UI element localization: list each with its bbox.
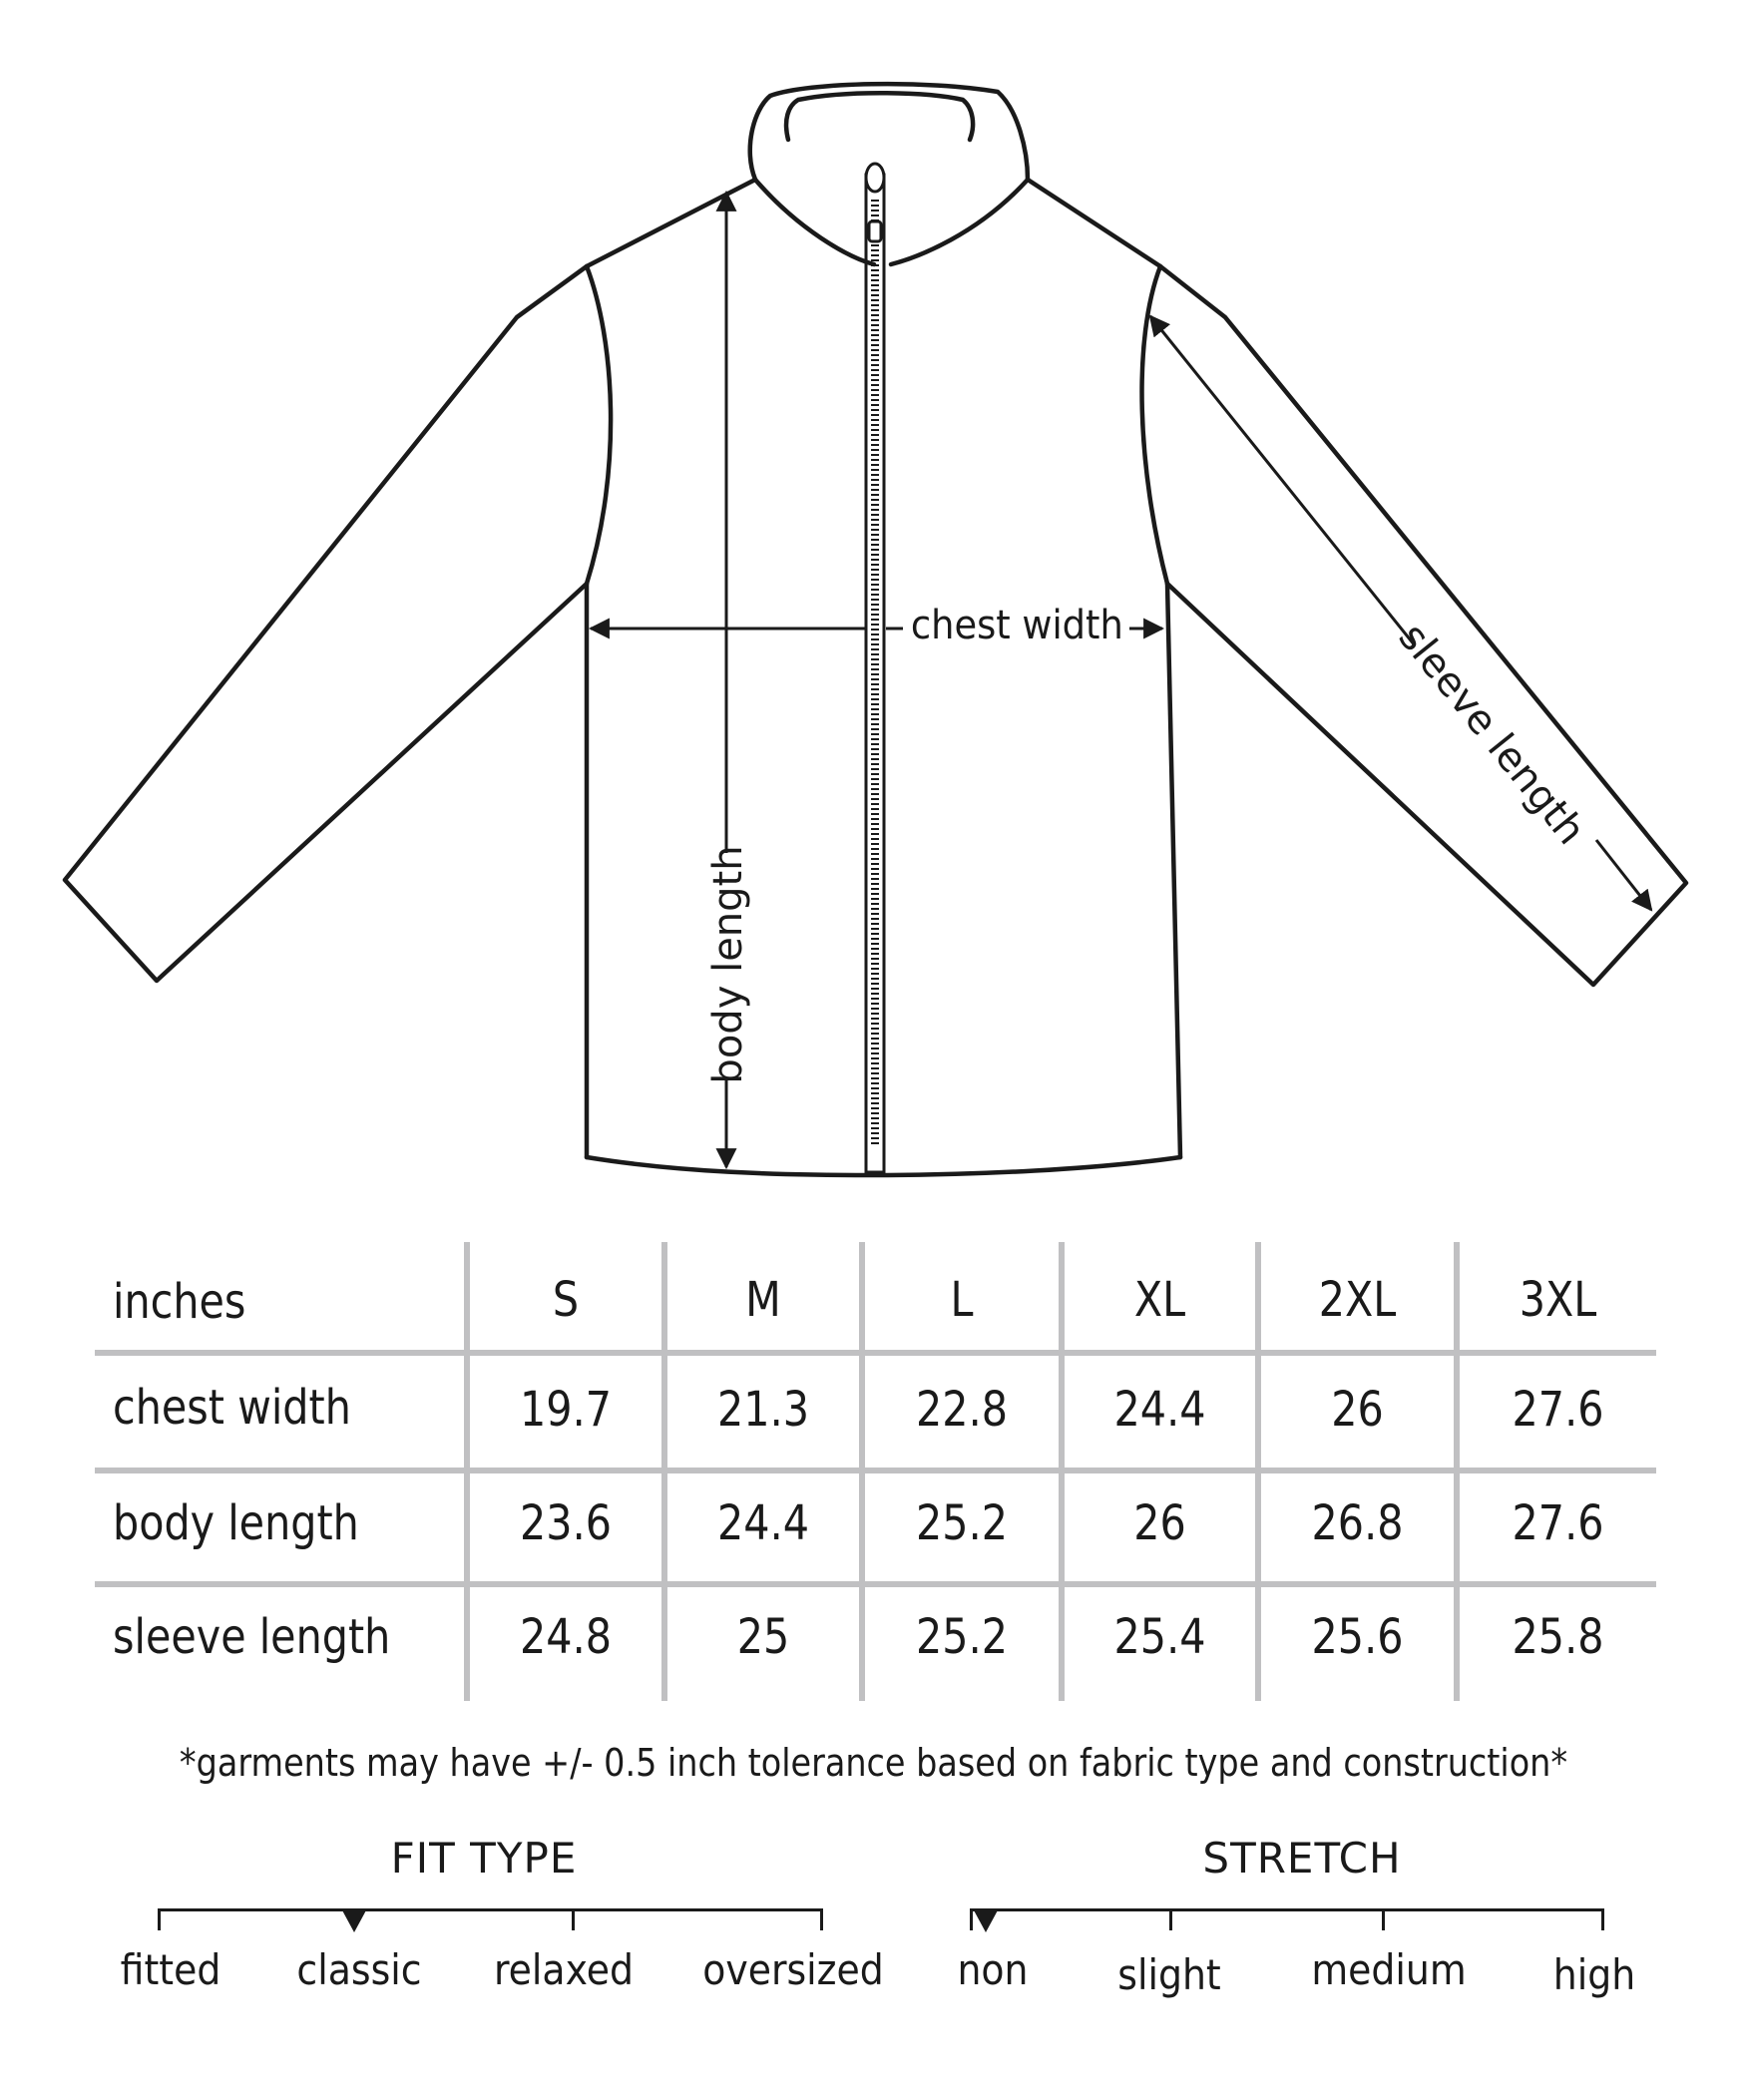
fit-type-title: FIT TYPE (390, 1834, 578, 1883)
collar-inner (786, 93, 973, 140)
collar-base (755, 180, 874, 264)
body-length-label: body length (705, 845, 751, 1084)
row-label: sleeve length (113, 1609, 391, 1665)
column-divider (464, 1242, 470, 1701)
sleeve-arrow-top (1150, 316, 1415, 645)
stretch-option: non (957, 1945, 1029, 1994)
stretch-scale-line (970, 1908, 1604, 1911)
table-cell: 23.6 (520, 1495, 612, 1551)
size-header: M (745, 1272, 781, 1328)
fit-type-tick (572, 1908, 575, 1930)
table-cell: 25.6 (1311, 1609, 1404, 1665)
fit-type-option: relaxed (493, 1945, 635, 1994)
table-cell: 25.4 (1113, 1609, 1206, 1665)
right-shoulder (1028, 180, 1160, 266)
table-cell: 24.8 (520, 1609, 612, 1665)
fit-type-tick (820, 1908, 823, 1930)
table-cell: 19.7 (520, 1382, 612, 1438)
left-sleeve (65, 266, 587, 981)
column-divider (1454, 1242, 1460, 1701)
table-divider (95, 1350, 1656, 1356)
table-cell: 22.8 (916, 1382, 1008, 1438)
stretch-tick (1169, 1908, 1172, 1930)
table-divider (95, 1581, 1656, 1587)
left-armhole (587, 266, 611, 584)
unit-header: inches (113, 1274, 246, 1330)
left-shoulder (587, 180, 755, 266)
fit-type-option: fitted (120, 1945, 221, 1994)
table-cell: 26.8 (1311, 1495, 1404, 1551)
size-table (95, 1242, 1656, 1701)
right-armhole (1142, 266, 1167, 584)
sleeve-length-label: sleeve length (1389, 615, 1594, 854)
table-cell: 27.6 (1512, 1495, 1604, 1551)
fit-type-option: classic (296, 1945, 422, 1994)
stretch-tick (1601, 1908, 1604, 1930)
table-cell: 26 (1331, 1382, 1384, 1438)
table-cell: 25.2 (916, 1495, 1008, 1551)
table-cell: 25.8 (1512, 1609, 1604, 1665)
table-cell: 25 (736, 1609, 790, 1665)
row-label: body length (113, 1495, 359, 1551)
fit-type-scale-line (158, 1908, 823, 1911)
stretch-title: STRETCH (1202, 1834, 1402, 1883)
sleeve-arrow-bottom (1596, 840, 1651, 910)
fit-type-tick (158, 1908, 161, 1930)
stretch-option: high (1552, 1950, 1636, 1999)
size-header: L (950, 1272, 974, 1328)
table-cell: 21.3 (717, 1382, 809, 1438)
column-divider (1059, 1242, 1065, 1701)
body-right-side (1167, 584, 1180, 1157)
table-cell: 26 (1133, 1495, 1186, 1551)
stretch-option: slight (1117, 1950, 1221, 1999)
size-header: XL (1133, 1272, 1186, 1328)
table-cell: 24.4 (1113, 1382, 1206, 1438)
fit-type-option: oversized (702, 1945, 884, 1994)
table-divider (95, 1468, 1656, 1473)
fit-type-selected-marker (341, 1908, 367, 1932)
size-header: 3XL (1519, 1272, 1597, 1328)
row-label: chest width (113, 1380, 351, 1436)
table-cell: 25.2 (916, 1609, 1008, 1665)
collar-outline (750, 84, 1028, 180)
column-divider (1255, 1242, 1261, 1701)
table-cell: 27.6 (1512, 1382, 1604, 1438)
zipper (866, 164, 884, 1172)
stretch-tick (1382, 1908, 1385, 1930)
chest-width-label: chest width (910, 602, 1123, 649)
table-cell: 24.4 (717, 1495, 809, 1551)
tolerance-note: *garments may have +/- 0.5 inch tolerance based on fabric type and construction* (179, 1741, 1568, 1785)
size-header: 2XL (1318, 1272, 1397, 1328)
column-divider (859, 1242, 865, 1701)
stretch-selected-marker (973, 1908, 999, 1932)
stretch-option: medium (1311, 1945, 1467, 1994)
size-header: S (552, 1272, 580, 1328)
column-divider (661, 1242, 667, 1701)
